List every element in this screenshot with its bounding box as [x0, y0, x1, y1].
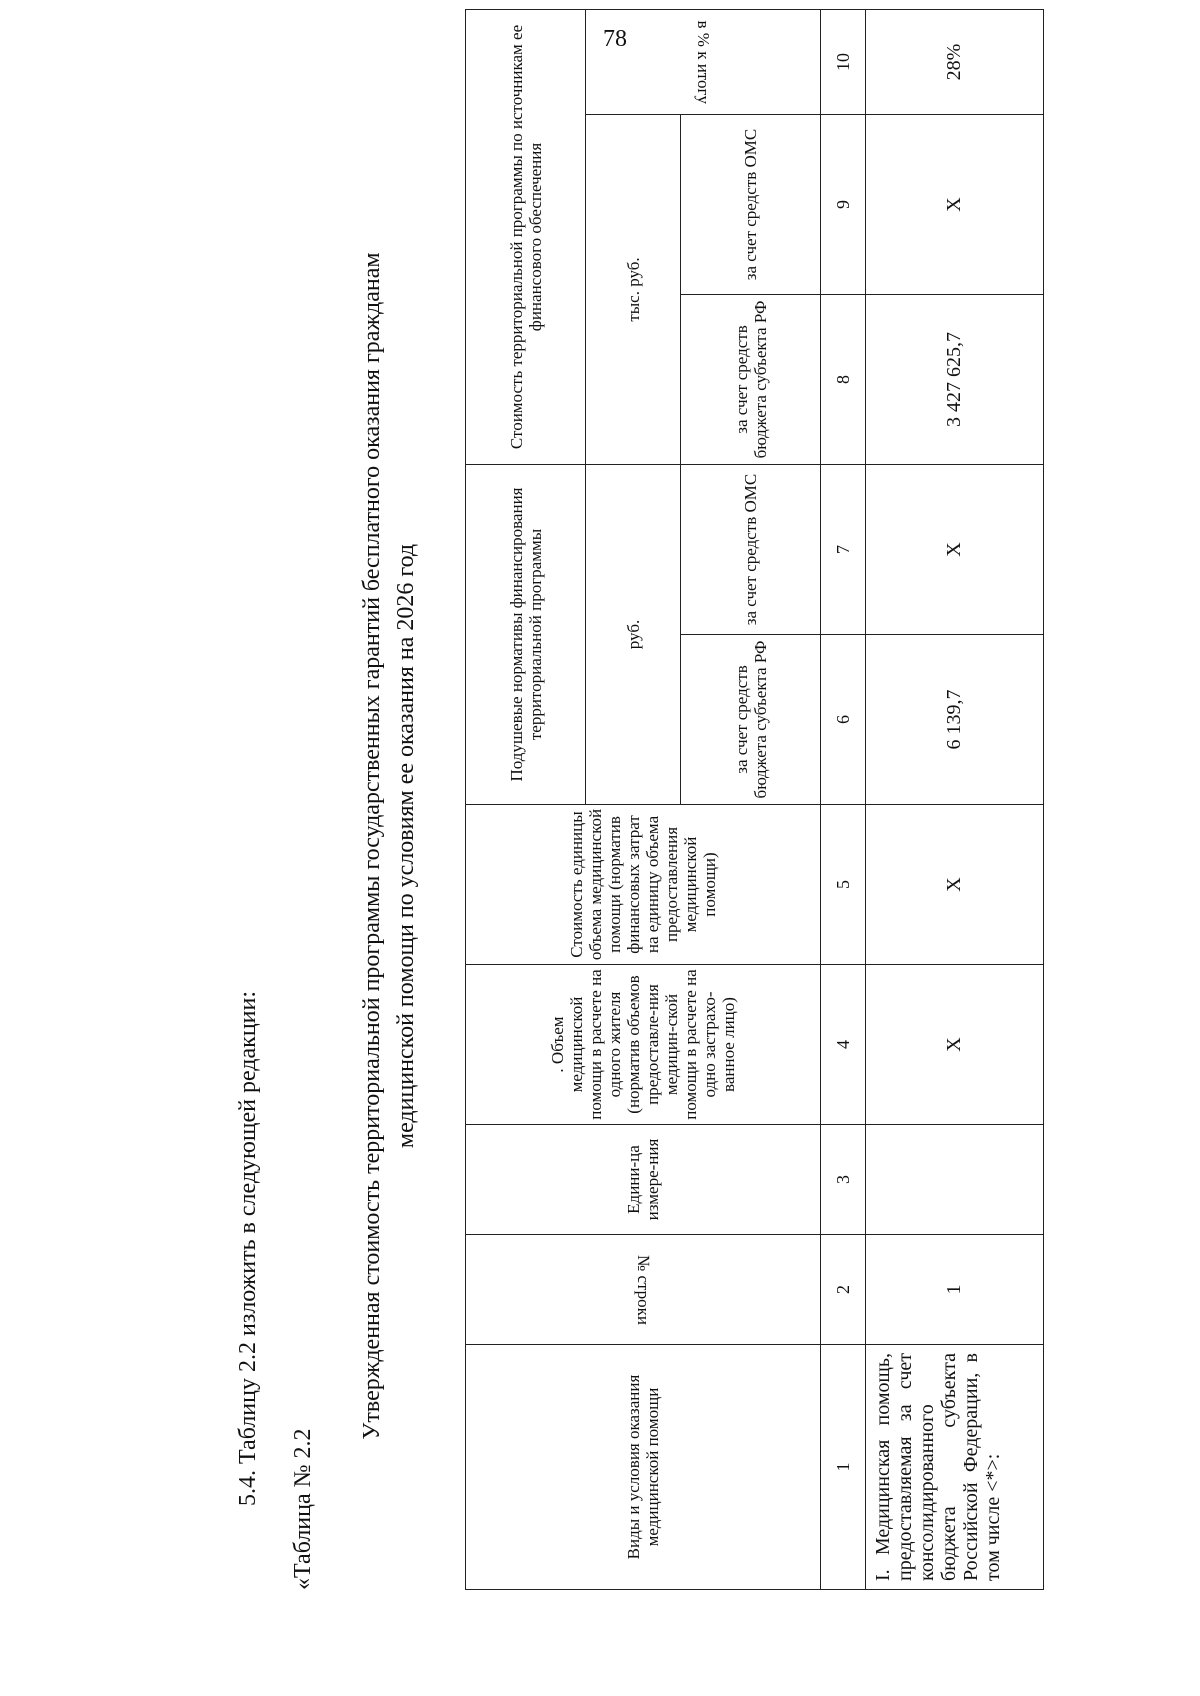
table-row [866, 9, 1044, 1589]
header-percent [586, 9, 821, 114]
col-number: 1 [821, 1345, 866, 1590]
row-unit-cost: X [866, 805, 1044, 965]
header-row-no [466, 1235, 821, 1345]
row-per-capita-budget: 6 139,7 [866, 635, 1044, 805]
caption-line-1: Утвержденная стоимость территориальной программы государственных гарантий бесплатного оказания гражданам [359, 252, 385, 1440]
row-volume: X [866, 965, 1044, 1125]
header-kinds: Виды и условия оказания медицинской помощи [466, 1345, 821, 1590]
caption-line-2: медицинской помощи по условиям ее оказания на 2026 год [393, 543, 419, 1149]
header-volume: . Объем медицинской помощи в расчете на одного жителя (норматив объемов предоставле-ния медицин-ской помощи в расчете на одно застрахо-ванное лицо) [466, 965, 821, 1125]
row-cost-oms: X [866, 114, 1044, 294]
col-number: 7 [821, 464, 866, 634]
column-number-row [821, 9, 866, 1589]
row-kind: I. Медицинская помощь, предоставляемая за счет консолидированного бюджета субъекта Российской Федерации, в том числе <*>: [866, 1345, 1044, 1590]
header-rub: руб. [586, 464, 681, 804]
header-unit-cost: Стоимость единицы объема медицинской помощи (норматив финансовых затрат на единицу объема предоставления медицинской помощи) [466, 805, 821, 965]
col-number: 4 [821, 965, 866, 1125]
rotated-page-content [0, 20, 1200, 1696]
header-per-capita-oms: за счет средств ОМС [681, 464, 821, 634]
header-row-no-text: № строки [633, 1254, 653, 1325]
col-number: 10 [821, 9, 866, 114]
row-percent: 28% [866, 9, 1044, 114]
row-per-capita-oms: X [866, 464, 1044, 634]
header-cost-budget: за счет средств бюджета субъекта РФ [681, 294, 821, 464]
header-per-capita: Подушевые нормативы финансирования территориальной программы [466, 464, 586, 804]
header-cost: Стоимость территориальной программы по источникам ее финансового обеспечения [466, 9, 586, 464]
row-unit [866, 1125, 1044, 1235]
row-cost-budget: 3 427 625,7 [866, 294, 1044, 464]
table-label: «Таблица № 2.2 [290, 1428, 316, 1590]
col-number: 9 [821, 114, 866, 294]
col-number: 3 [821, 1125, 866, 1235]
header-thous-rub: тыс. руб. [586, 114, 681, 464]
col-number: 8 [821, 294, 866, 464]
header-unit: Едини-ца измере-ния [466, 1125, 821, 1235]
page-number: 78 [603, 26, 627, 52]
header-per-capita-budget: за счет средств бюджета субъекта РФ [681, 635, 821, 805]
header-percent-text: в % к итогу [693, 20, 713, 104]
col-number: 5 [821, 805, 866, 965]
col-number: 2 [821, 1235, 866, 1345]
header-cost-oms: за счет средств ОМС [681, 114, 821, 294]
intro-text: 5.4. Таблицу 2.2 изложить в следующей редакции: [235, 990, 261, 1506]
col-number: 6 [821, 635, 866, 805]
table-caption [355, 116, 423, 1576]
cost-table [465, 9, 1044, 1590]
row-number: 1 [866, 1235, 1044, 1345]
